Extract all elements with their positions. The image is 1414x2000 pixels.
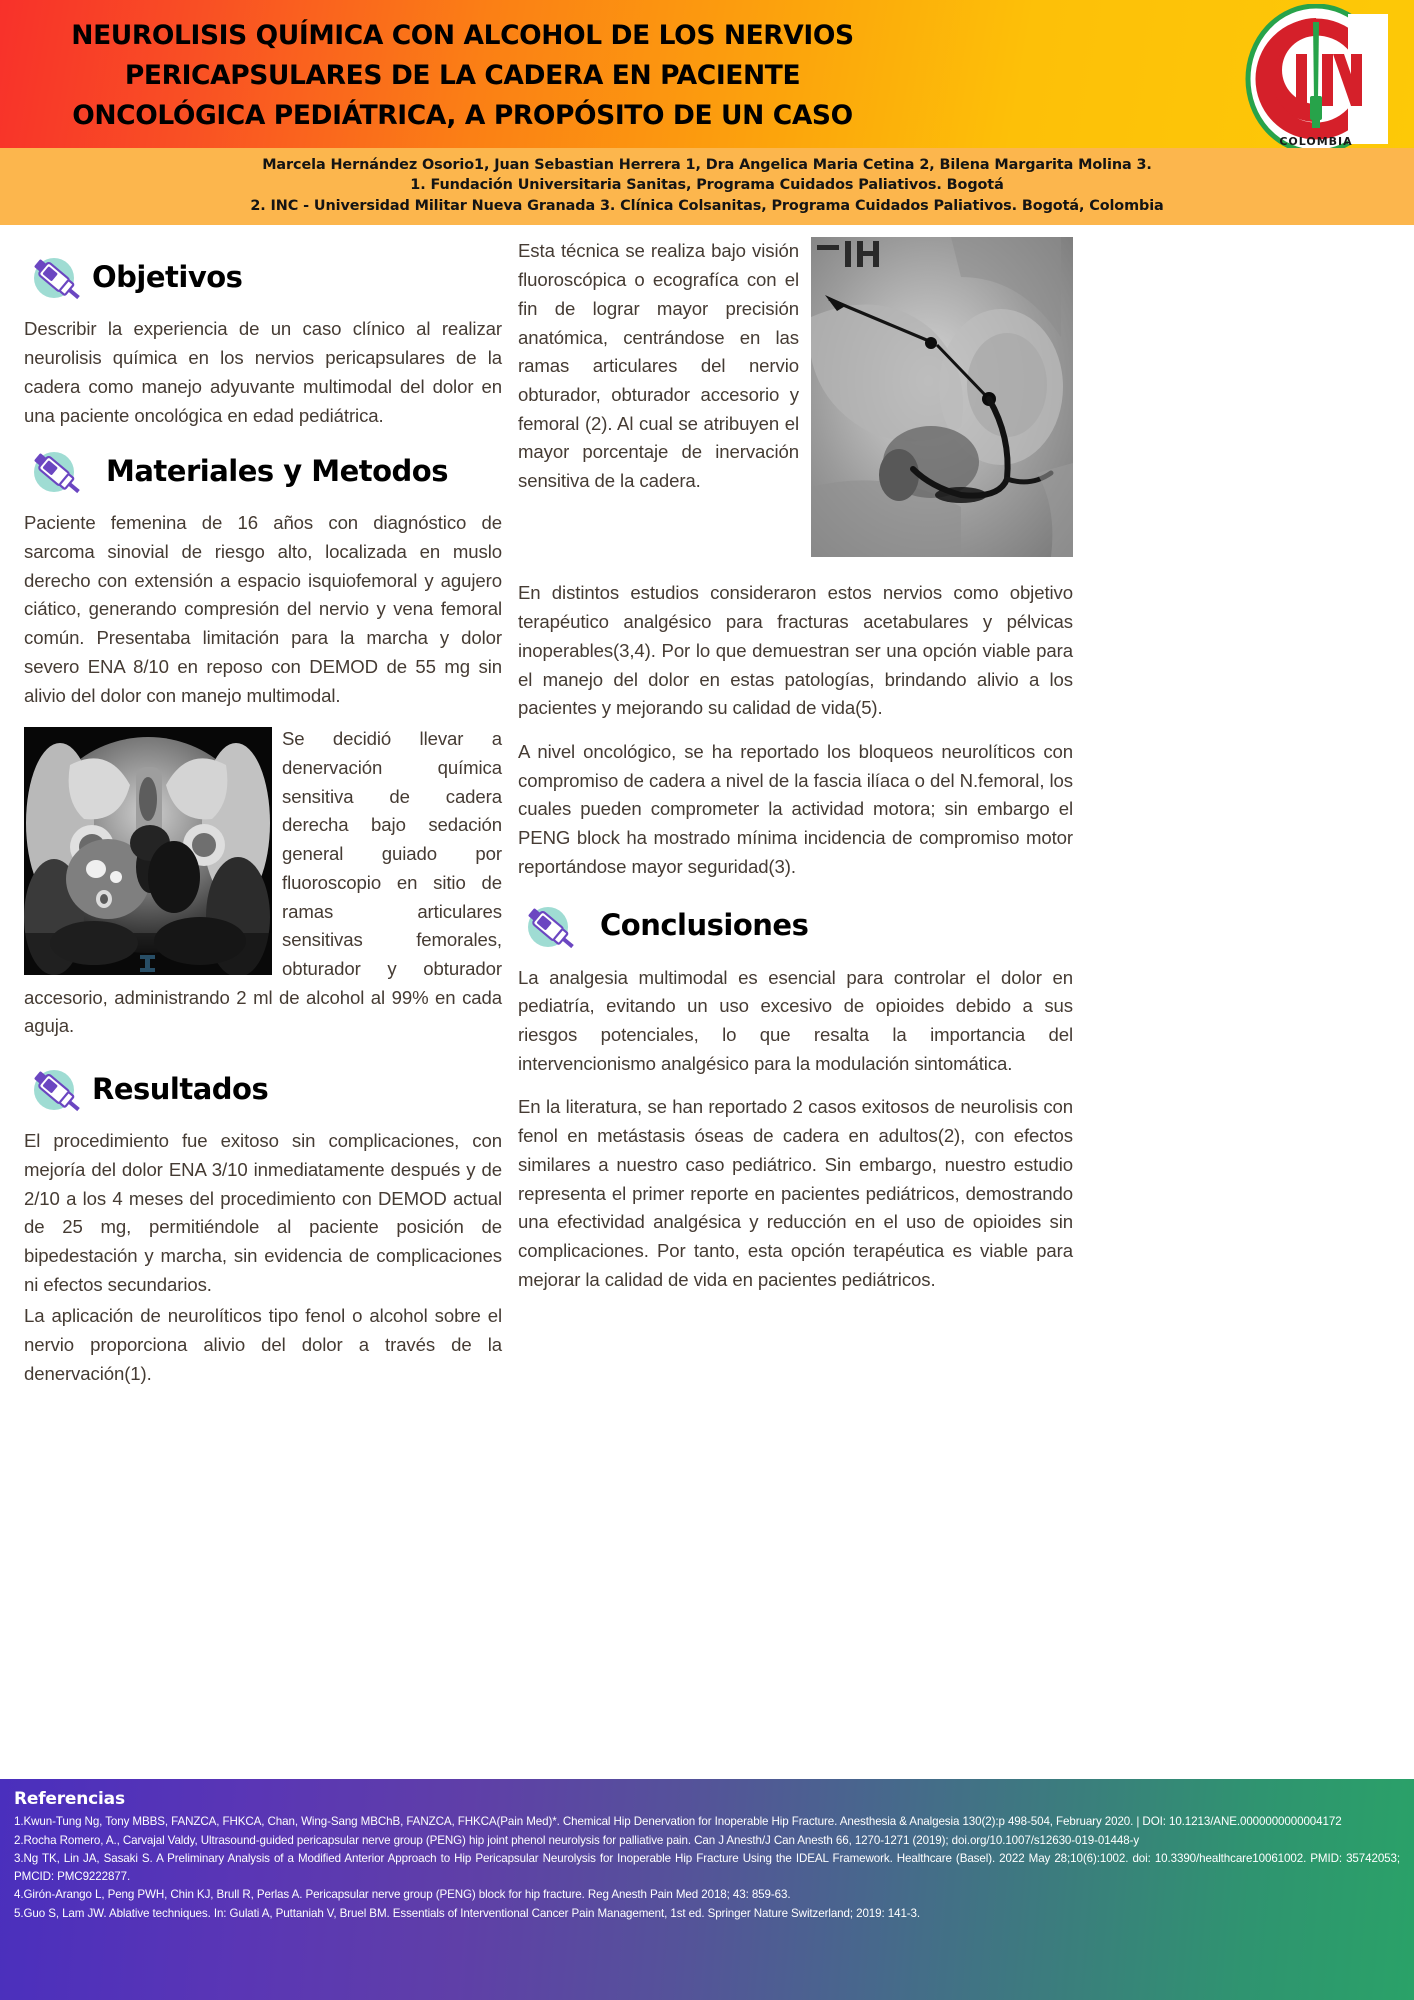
title-line-2: PERICAPSULARES DE LA CADERA EN PACIENTE (124, 59, 801, 91)
conclusiones-paragraph-2: En la literatura, se han reportado 2 casos exitosos de neurolisis con fenol en metástasis óseas de cadera en adultos(2), con efectos similares a nuestro caso pediátrico. Sin embargo, nuestro estudio representa el primer reporte en pacientes pediátricos, demostrando una efectividad analgésica y reducción en el uso de opioides sin complicaciones. Por tanto, esta opción terapéutica es viable para mejorar la calidad de vida en pacientes pediátricos. (518, 1096, 1073, 1290)
references-heading: Referencias (14, 1789, 125, 1809)
poster-header (0, 0, 1414, 148)
references-footer (0, 1779, 1414, 2000)
conclusiones-paragraph-1: La analgesia multimodal es esencial para controlar el dolor en pediatría, evitando un uso excesivo de opioides debido a sus riesgos potenciales, lo que resalta la importancia del intervencionismo analgésico para la modulación sintomática. (518, 966, 1073, 1074)
section-title-resultados: Resultados (92, 1071, 269, 1106)
affiliation-1: 1. Fundación Universitaria Sanitas, Programa Cuidados Paliativos. Bogotá (410, 177, 1004, 194)
authors-band (0, 148, 1414, 225)
section-header-materiales (24, 445, 502, 497)
title-line-1: NEUROLISIS QUÍMICA CON ALCOHOL DE LOS NERVIOS (71, 19, 854, 51)
section-header-resultados (24, 1063, 502, 1115)
reference-item: 3.Ng TK, Lin JA, Sasaki S. A Preliminary Analysis of a Modified Anterior Approach to Hip Pericapsular Neurolysis for Inoperable Hip Fracture Using the IDEAL Framework. Healthcare (Basel). 2022 May 28;10(6):1002. doi: 10.3390/healthcare10061002. PMID: 35742053; PMCID: PMC9222877. (14, 1852, 1400, 1883)
resultados-paragraph-2: La aplicación de neurolíticos tipo fenol o alcohol sobre el nervio proporciona alivio del dolor a través de la denervación(1). (24, 1305, 502, 1384)
materiales-image-text-block (24, 725, 502, 1041)
logo-svg (1244, 4, 1388, 148)
tecnica-paragraph-2: En distintos estudios consideraron estos nervios como objetivo terapéutico analgésico para fracturas acetabulares y pélvicas inoperables(3,4). Por lo que demuestran ser una opción viable para el manejo del dolor en estas patologías, brindando alivio a los pacientes y mejorando su calidad de vida(5). (518, 582, 1073, 719)
resultados-paragraph-1: El procedimiento fue exitoso sin complicaciones, con mejoría del dolor ENA 3/10 inmediatamente después y de 2/10 a los 4 meses del procedimiento con DEMOD actual de 25 mg, permitiéndole al paciente posición de bipedestación y marcha, sin evidencia de complicaciones ni efectos secundarios. (24, 1130, 502, 1295)
section-header-conclusiones (518, 900, 1073, 952)
right-column (518, 237, 1073, 1309)
tecnica-paragraph-1: Esta técnica se realiza bajo visión fluoroscópica o ecografíca con el fin de lograr mayor precisión anatómica, centrándose en las ramas articulares del nervio obturador, obturador accesorio y femoral (2). Al cual se atribuyen el mayor porcentaje de inervación sensitiva de la cadera. (518, 240, 799, 492)
section-title-materiales: Materiales y Metodos (106, 453, 448, 488)
reference-item: 4.Girón-Arango L, Peng PWH, Chin KJ, Brull R, Perlas A. Pericapsular nerve group (PENG) block for hip fracture. Reg Anesth Pain Med 2018; 43: 859-63. (14, 1888, 791, 1902)
poster-title (0, 0, 925, 148)
affiliation-2-3: 2. INC - Universidad Militar Nueva Granada 3. Clínica Colsanitas, Programa Cuidados Paliativos. Bogotá, Colombia (250, 197, 1164, 214)
logo-bottom-text: COLOMBIA (1279, 135, 1353, 148)
inc-colombia-logo (1244, 4, 1388, 148)
mri-pelvis-image (24, 727, 272, 975)
section-header-objetivos (24, 251, 502, 303)
authors-names: Marcela Hernández Osorio1, Juan Sebastian Herrera 1, Dra Angelica Maria Cetina 2, Bilena Margarita Molina 3. (262, 157, 1152, 173)
syringe-icon (24, 251, 86, 303)
left-column (24, 237, 502, 1403)
poster-body (0, 225, 1414, 1778)
title-line-3: ONCOLÓGICA PEDIÁTRICA, A PROPÓSITO DE UN CASO (72, 100, 853, 132)
fluoroscopy-image (811, 237, 1073, 557)
section-title-objetivos: Objetivos (92, 259, 243, 294)
reference-item: 2.Rocha Romero, A., Carvajal Valdy, Ultrasound-guided pericapsular nerve group (PENG) hip joint phenol neurolysis for palliative pain. Can J Anesth/J Can Anesth 66, 1270-1271 (2019); doi.org/10.1007/s12630-019-01448-y (14, 1833, 1140, 1847)
section-title-conclusiones: Conclusiones (600, 908, 809, 943)
syringe-icon (518, 900, 580, 952)
materiales-paragraph-2: Se decidió llevar a denervación química sensitiva de cadera derecha bajo sedación general guiado por fluoroscopio en sitio de ramas articulares sensitivas femorales, obturador y obturador accesorio, administrando 2 ml de alcohol al 99% en cada aguja. (24, 728, 502, 1037)
reference-item: 5.Guo S, Lam JW. Ablative techniques. In: Gulati A, Puttaniah V, Bruel BM. Essentials of Interventional Cancer Pain Management, 1st ed. Springer Nature Switzerland; 2019: 141-3. (14, 1907, 921, 1921)
syringe-icon (24, 445, 86, 497)
tecnica-paragraph-3: A nivel oncológico, se ha reportado los bloqueos neurolíticos con compromiso de cadera a nivel de la fascia ilíaca o del N.femoral, los cuales pueden comprometer la actividad motora; sin embargo el PENG block ha mostrado mínima incidencia de compromiso motor reportándose mayor seguridad(3). (518, 740, 1073, 877)
syringe-icon (24, 1063, 86, 1115)
reference-item: 1.Kwun-Tung Ng, Tony MBBS, FANZCA, FHKCA, Chan, Wing-Sang MBChB, FANZCA, FHKCA(Pain Med)*. Chemical Hip Denervation for Inoperable Hip Fracture. Anesthesia & Analgesia 130(2):p 498-504, February 2020. | DOI: 10.1213/ANE.0000000000004172 (14, 1815, 1342, 1828)
objetivos-paragraph: Describir la experiencia de un caso clínico al realizar neurolisis química en los nervios pericapsulares de la cadera como manejo adyuvante multimodal del dolor en una paciente oncológica en edad pediátrica. (24, 318, 502, 426)
tecnica-image-text-block (518, 237, 1073, 565)
materiales-paragraph-1: Paciente femenina de 16 años con diagnóstico de sarcoma sinovial de riesgo alto, localizada en muslo derecho con extensión a espacio isquiofemoral y agujero ciático, generando compresión del nervio y vena femoral común. Presentaba limitación para la marcha y dolor severo ENA 8/10 en reposo con DEMOD de 55 mg sin alivio del dolor con manejo multimodal. (24, 512, 502, 706)
